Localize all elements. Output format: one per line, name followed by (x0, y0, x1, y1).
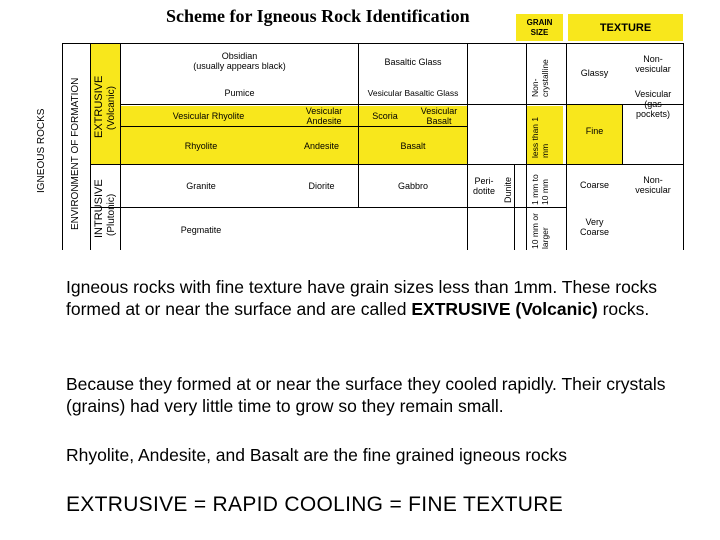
nonvesicular2-line2: vesicular (635, 185, 671, 195)
p1-text-b: rocks. (597, 299, 650, 319)
andesite-cell: Andesite (303, 140, 340, 151)
vesicular-basalt-line1: Vesicular (420, 106, 458, 116)
grain-10-or-larger: 10 mm or larger (530, 213, 550, 249)
vesicular-basaltic-glass-cell: Vesicular Basaltic Glass (367, 88, 459, 98)
grid-line (467, 43, 468, 250)
rhyolite-cell: Rhyolite (184, 140, 218, 151)
grain-less-than: less than 1 mm (530, 116, 550, 158)
grain-noncrystalline: Non-crystalline (530, 59, 550, 97)
vesicular-andesite-cell (290, 106, 358, 126)
texture-very-coarse (567, 214, 622, 240)
nonvesicular2-line1: Non- (643, 175, 663, 185)
summary-line: EXTRUSIVE = RAPID COOLING = FINE TEXTURE (66, 493, 564, 516)
peridotite-line1: Peri- (474, 176, 494, 186)
basalt-cell: Basalt (400, 140, 426, 151)
paragraph-fine-grained: Rhyolite, Andesite, and Basalt are the fine grained igneous rocks (66, 445, 568, 465)
very-coarse-line1: Very (585, 217, 604, 227)
vesicular-line3: pockets) (635, 109, 670, 119)
scoria-cell: Scoria (372, 111, 398, 121)
grid-line (120, 104, 566, 105)
extrusive-sub-label: (Volcanic) (106, 86, 117, 130)
grid-line (514, 164, 515, 250)
texture-header: TEXTURE (568, 14, 683, 41)
intrusive-label: INTRUSIVE (93, 179, 105, 238)
igneous-rocks-label: IGNEOUS ROCKS (36, 108, 47, 193)
texture-glassy: Glassy (580, 68, 609, 78)
very-coarse-line2: Coarse (579, 227, 609, 237)
grid-line (62, 43, 63, 250)
obsidian-cell (121, 46, 358, 76)
grid-line (90, 207, 567, 208)
paragraph-extrusive (66, 276, 706, 320)
pegmatite-cell: Pegmatite (180, 225, 222, 235)
basaltic-glass-cell: Basaltic Glass (384, 57, 442, 67)
obsidian-note: (usually appears black) (193, 61, 286, 71)
grid-line (526, 43, 527, 250)
grain-header-line2: SIZE (530, 27, 549, 37)
grid-line (683, 43, 684, 250)
vesicular-andesite-line2: Andesite (306, 116, 342, 126)
grain-1-to-10: 1 mm to 10 mm (530, 174, 550, 205)
environment-label: ENVIRONMENT OF FORMATION (70, 77, 81, 230)
grain-header-line1: GRAIN (526, 17, 553, 27)
vesicular-andesite-line1: Vesicular (305, 106, 343, 116)
texture-coarse: Coarse (579, 180, 609, 190)
grain-size-header (516, 14, 563, 41)
texture-vesicular (623, 86, 683, 122)
texture-fine: Fine (585, 126, 604, 136)
chart-title: Scheme for Igneous Rock Identification (166, 6, 470, 26)
dunite-label: Dunite (503, 176, 513, 203)
paragraph-cooling: Because they formed at or near the surface they cooled rapidly. Their crystals (grains) had very little time to grow so they remain small. (66, 374, 666, 416)
obsidian-name: Obsidian (221, 51, 258, 61)
peridotite-cell (468, 165, 500, 207)
nonvesicular-line1: Non- (643, 54, 663, 64)
nonvesicular-line2: vesicular (635, 64, 671, 74)
peridotite-line2: dotite (472, 186, 496, 196)
extrusive-label: EXTRUSIVE (93, 75, 105, 138)
grid-line (90, 43, 91, 250)
p1-bold: EXTRUSIVE (Volcanic) (411, 299, 598, 319)
p1-text-a: Igneous rocks with fine texture have grain sizes less than 1mm. These rocks formed at or near the surface and are called (66, 277, 658, 319)
vesicular-line1: Vesicular (634, 89, 672, 99)
diorite-cell: Diorite (308, 181, 335, 191)
vesicular-rhyolite-cell: Vesicular Rhyolite (172, 111, 245, 121)
vesicular-basalt-cell (411, 106, 467, 126)
texture-nonvesicular (623, 50, 683, 78)
pumice-cell: Pumice (224, 88, 255, 98)
granite-cell: Granite (186, 181, 216, 191)
vesicular-line2: (gas (644, 99, 662, 109)
texture-nonvesicular-2 (623, 172, 683, 198)
vesicular-basalt-line2: Basalt (426, 116, 452, 126)
gabbro-cell: Gabbro (397, 181, 429, 191)
intrusive-sub-label: (Plutonic) (106, 193, 117, 236)
grid-line (62, 43, 683, 44)
